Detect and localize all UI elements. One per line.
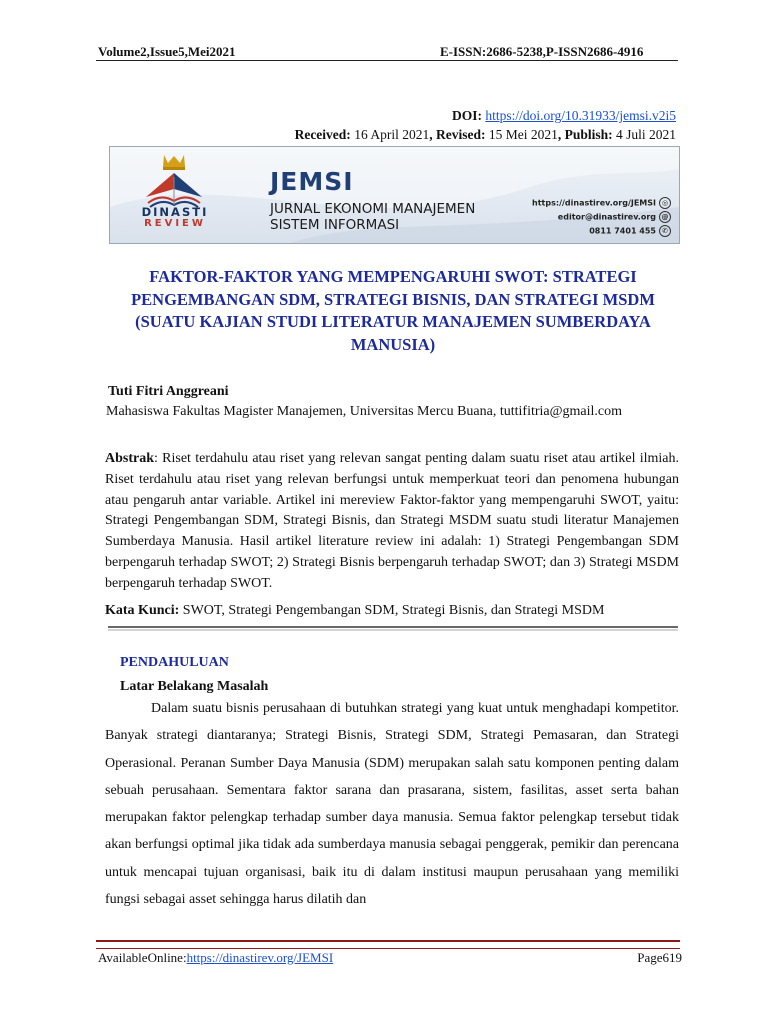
footer-available-label: AvailableOnline: bbox=[98, 950, 187, 965]
header-rule bbox=[96, 60, 678, 61]
publisher-logo-text bbox=[138, 207, 212, 229]
journal-abbreviation: JEMSI bbox=[270, 167, 354, 196]
contact-web-text: https://dinastirev.org/JEMSI bbox=[532, 198, 656, 208]
running-header-volume: Volume2,Issue5,Mei2021 bbox=[98, 44, 236, 59]
keywords bbox=[105, 603, 604, 619]
logo-word-dinasti: DINASTI bbox=[141, 205, 209, 219]
body-paragraph bbox=[105, 695, 679, 913]
keywords-label: Kata Kunci: bbox=[105, 603, 180, 618]
whatsapp-icon: ✆ bbox=[659, 225, 671, 237]
banner-contact-phone bbox=[589, 225, 671, 237]
journal-name-line-1: JURNAL EKONOMI MANAJEMEN bbox=[270, 201, 476, 217]
revised-label: , Revised: bbox=[429, 127, 486, 142]
email-icon: @ bbox=[659, 211, 671, 223]
abstract-label: Abstrak bbox=[105, 451, 155, 466]
article-title: FAKTOR-FAKTOR YANG MEMPENGARUHI SWOT: STRATEGI PENGEMBANGAN SDM, STRATEGI BISNIS, DAN STRATEGI MSDM (SUATU KAJIAN STUDI LITERATUR MANAJEMEN SUMBERDAYA MANUSIA) bbox=[131, 267, 655, 354]
body-text: Dalam suatu bisnis perusahaan di butuhkan strategi yang kuat untuk menghadapi kompetitor. Banyak strategi diantaranya; Strategi Bisnis, Strategi SDM, Strategi Pemasaran, dan Strategi Operasional. Peranan Sumber Daya Manusia (SDM) merupakan salah satu komponen penting dalam sebuah perusahaan. Sementara faktor sarana dan prasarana, sistem, fasilitas, asset serta bahan merupakan faktor pelengkap terhadap sumber daya manusia. Semua faktor pelengkap tersebut tidak akan berfungsi optimal jika tidak ada sumberdaya manusia sebagai penggerak, pemikir dan perencana untuk mencapai tujuan organisasi, baik itu di dalam institusi maupun perusahaan yang memiliki fungsi sebagai asset sehingga harus dilatih dan bbox=[105, 701, 679, 908]
doi-line bbox=[452, 108, 676, 124]
page-number: 619 bbox=[662, 950, 682, 965]
contact-email-text: editor@dinastirev.org bbox=[557, 212, 656, 222]
footer-journal-link[interactable]: https://dinastirev.org/JEMSI bbox=[186, 950, 334, 965]
keywords-separator-rule bbox=[108, 626, 678, 631]
publish-label: , Publish: bbox=[557, 127, 613, 142]
banner-contact-web bbox=[532, 197, 671, 209]
logo-word-review: REVIEW bbox=[144, 218, 206, 229]
author-name: Tuti Fitri Anggreani bbox=[108, 384, 229, 399]
contact-phone-text: 0811 7401 455 bbox=[589, 226, 656, 236]
banner-contact-email bbox=[558, 211, 671, 223]
received-date: 16 April 2021 bbox=[354, 127, 430, 142]
journal-banner bbox=[109, 146, 680, 244]
footer-rule bbox=[96, 940, 680, 949]
publish-date: 4 Juli 2021 bbox=[615, 127, 676, 142]
footer-page-number bbox=[637, 950, 682, 966]
publication-dates bbox=[295, 127, 676, 143]
section-heading-pendahuluan: PENDAHULUAN bbox=[120, 655, 229, 670]
doi-link[interactable]: https://doi.org/10.31933/jemsi.v2i5 bbox=[485, 108, 676, 123]
footer-availability bbox=[98, 950, 333, 966]
doi-label: DOI: bbox=[451, 108, 482, 123]
received-label: Received: bbox=[294, 127, 351, 142]
keywords-text: SWOT, Strategi Pengembangan SDM, Strategi Bisnis, dan Strategi MSDM bbox=[179, 603, 605, 618]
page-label: Page bbox=[637, 950, 663, 965]
globe-icon: ◎ bbox=[659, 197, 671, 209]
abstract-text: : Riset terdahulu atau riset yang relevan sangat penting dalam suatu riset atau artikel ilmiah. Riset terdahulu atau riset yang relevan berfungsi untuk memperkuat teori dan penomena hubungan atau pengaruh antar variable. Artikel ini mereview Faktor-faktor yang mempengaruhi SWOT, yaitu: Strategi Pengembangan SDM, Strategi Bisnis, dan Strategi MSDM suatu studi literatur Manajemen Sumberdaya Manusia. Hasil artikel literature review ini adalah: 1) Strategi Pengembangan SDM berpengaruh terhadap SWOT; 2) Strategi Bisnis berpengaruh terhadap SWOT; dan 3) Strategi MSDM berpengaruh terhadap SWOT. bbox=[105, 451, 679, 591]
journal-name-line-2: SISTEM INFORMASI bbox=[270, 217, 400, 233]
author-affiliation: Mahasiswa Fakultas Magister Manajemen, Universitas Mercu Buana, tuttifitria@gmail.com bbox=[106, 404, 622, 419]
abstract bbox=[105, 449, 679, 595]
revised-date: 15 Mei 2021 bbox=[488, 127, 558, 142]
subsection-heading: Latar Belakang Masalah bbox=[120, 679, 269, 694]
running-header-issn: E-ISSN:2686-5238,P-ISSN2686-4916 bbox=[440, 44, 644, 59]
